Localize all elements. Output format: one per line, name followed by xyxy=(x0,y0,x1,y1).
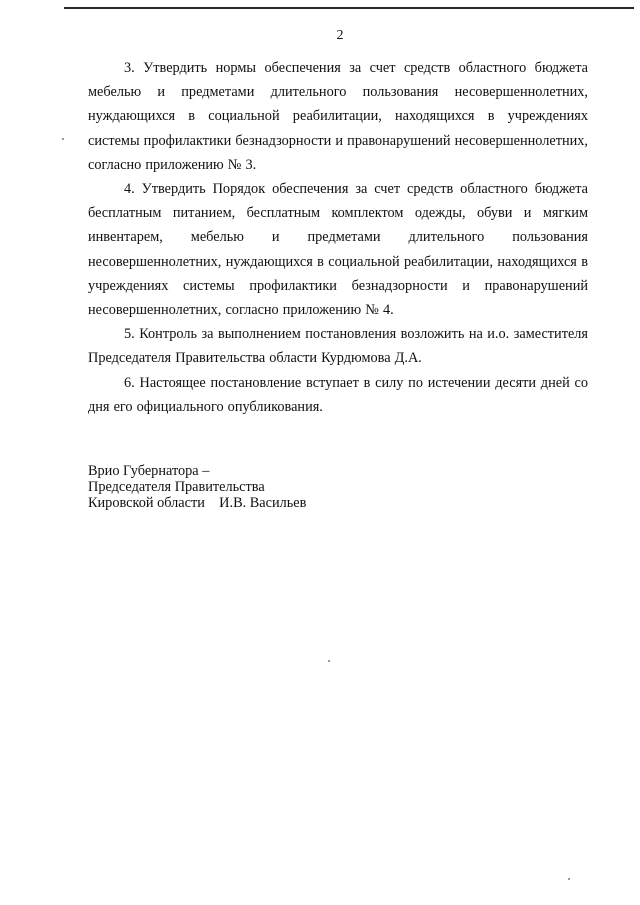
signature-position-line: Председателя Правительства xyxy=(88,479,265,495)
signature-name-line: Кировской области И.В. Васильев xyxy=(88,495,307,511)
paragraph-3: 3. Утвердить нормы обеспечения за счет средств областного бюджета мебелью и предметами длительного пользования несовершеннолетних, нуждающихся в социальной реабилитации, находящихся в учреждениях системы профилактики безнадзорности и правонарушений несовершеннолетних, согласно приложению № 3. xyxy=(88,60,588,173)
signature-block xyxy=(88,463,306,511)
page-number: 2 xyxy=(336,28,344,43)
scan-speck xyxy=(62,138,64,140)
scan-speck xyxy=(328,660,330,662)
document-body xyxy=(88,56,588,419)
signature-title-line: Врио Губернатора – xyxy=(88,463,210,479)
top-rule xyxy=(64,7,634,9)
scan-speck xyxy=(568,878,570,880)
paragraph-4: 4. Утвердить Порядок обеспечения за счет средств областного бюджета бесплатным питанием, бесплатным комплектом одежды, обуви и мягким инвентарем, мебелью и предметами длительного пользования несовершеннолетних, нуждающихся в социальной реабилитации, находящихся в учреждениях системы профилактики безнадзорности и правонарушений несовершеннолетних, согласно приложению № 4. xyxy=(88,181,588,319)
paragraph-6: 6. Настоящее постановление вступает в силу по истечении десяти дней со дня его официального опубликования. xyxy=(88,374,588,415)
paragraph-5: 5. Контроль за выполнением постановления возложить на и.о. заместителя Председателя Правительства области Курдюмова Д.А. xyxy=(88,326,588,367)
